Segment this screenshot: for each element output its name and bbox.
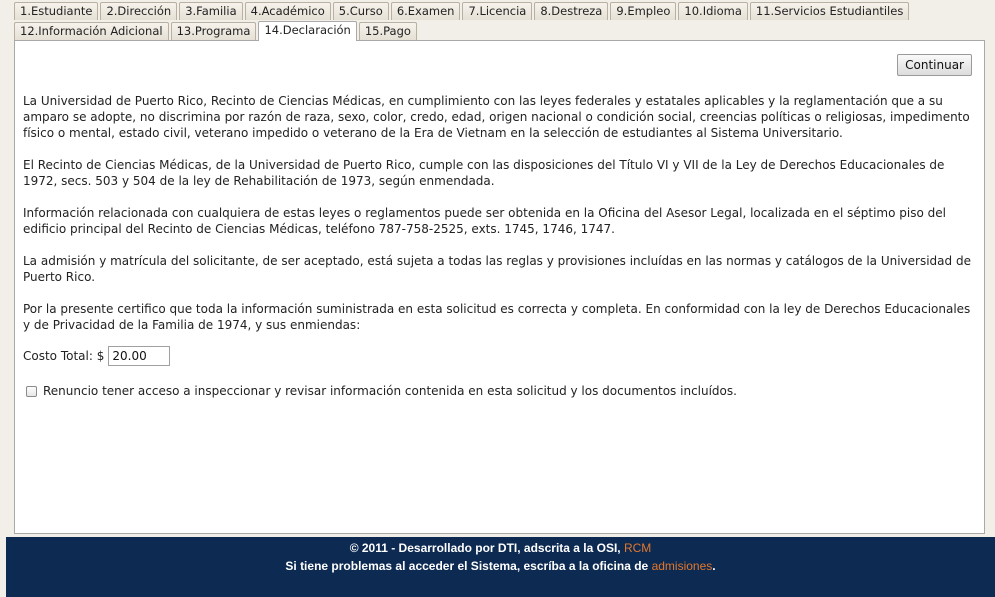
paragraph-admission-rules: La admisión y matrícula del solicitante, de ser aceptado, está sujeta a todas las reglas y provisiones incluídas en las normas y catálogos de la Universidad de Puerto Rico. bbox=[23, 254, 971, 284]
tab-bar-row-1 bbox=[14, 2, 911, 20]
tab-programa[interactable]: 13.Programa bbox=[171, 22, 257, 40]
tab-examen[interactable]: 6.Examen bbox=[391, 2, 461, 20]
paragraph-legal-office: Información relacionada con cualquiera de estas leyes o reglamentos puede ser obtenida en la Oficina del Asesor Legal, localizada en el séptimo piso del edificio principal del Recinto de Ciencias Médicas, teléfono 787-758-2525, exts. 1745, 1746, 1747. bbox=[23, 206, 946, 236]
tab-declaracion[interactable]: 14.Declaración bbox=[258, 21, 356, 41]
tab-direccion[interactable]: 2.Dirección bbox=[100, 2, 177, 20]
footer-line-1 bbox=[6, 541, 995, 555]
tab-estudiante[interactable]: 1.Estudiante bbox=[14, 2, 98, 20]
tab-bar-row-2 bbox=[14, 22, 419, 40]
tab-academico[interactable]: 4.Académico bbox=[245, 2, 331, 20]
declaration-content bbox=[23, 93, 973, 399]
footer bbox=[6, 537, 995, 597]
footer-line-2 bbox=[6, 559, 995, 573]
tab-licencia[interactable]: 7.Licencia bbox=[462, 2, 532, 20]
footer-period: . bbox=[712, 559, 716, 573]
footer-help-text: Si tiene problemas al acceder el Sistema, escríba a la oficina de bbox=[285, 559, 652, 573]
cost-row bbox=[23, 345, 973, 367]
tab-informacion-adicional[interactable]: 12.Información Adicional bbox=[14, 22, 169, 40]
paragraph-non-discrimination: La Universidad de Puerto Rico, Recinto de Ciencias Médicas, en cumplimiento con las leyes federales y estatales aplicables y la reglamentación que a su amparo se adopte, no discrimina por razón de raza, sexo, color, credo, edad, origen nacional o condición social, creencias políticas o religiosas, impedimento físico o mental, estado civil, veterano impedido o veterano de la Era de Vietnam en la selección de estudiantes al Sistema Universitario. bbox=[23, 94, 970, 140]
tab-familia[interactable]: 3.Familia bbox=[179, 2, 242, 20]
cost-total-input[interactable] bbox=[108, 346, 170, 366]
cost-label: Costo Total: $ bbox=[23, 349, 105, 363]
admisiones-link[interactable]: admisiones bbox=[651, 559, 713, 573]
continue-button[interactable]: Continuar bbox=[897, 54, 972, 76]
tab-empleo[interactable]: 9.Empleo bbox=[610, 2, 676, 20]
waiver-checkbox[interactable] bbox=[26, 386, 37, 397]
rcm-link[interactable]: RCM bbox=[623, 541, 652, 555]
waiver-label: Renuncio tener acceso a inspeccionar y revisar información contenida en esta solicitud y los documentos incluídos. bbox=[43, 384, 737, 398]
waiver-row bbox=[23, 383, 973, 399]
tab-idioma[interactable]: 10.Idioma bbox=[678, 2, 747, 20]
tab-curso[interactable]: 5.Curso bbox=[333, 2, 389, 20]
paragraph-certification: Por la presente certifico que toda la información suministrada en esta solicitud es correcta y completa. En conformidad con la ley de Derechos Educacionales y de Privacidad de la Familia de 1974, y sus enmiendas: bbox=[23, 302, 971, 332]
footer-copyright-text: © 2011 - Desarrollado por DTI, adscrita a la OSI, bbox=[349, 541, 624, 555]
tab-pago[interactable]: 15.Pago bbox=[359, 22, 417, 40]
tab-servicios-estudiantiles[interactable]: 11.Servicios Estudiantiles bbox=[750, 2, 909, 20]
paragraph-title-vi-vii: El Recinto de Ciencias Médicas, de la Universidad de Puerto Rico, cumple con las disposiciones del Título VI y VII de la Ley de Derechos Educacionales de 1972, secs. 503 y 504 de la ley de Rehabilitación de 1973, según enmendada. bbox=[23, 158, 945, 188]
tab-destreza[interactable]: 8.Destreza bbox=[534, 2, 608, 20]
declaration-panel bbox=[14, 40, 985, 534]
